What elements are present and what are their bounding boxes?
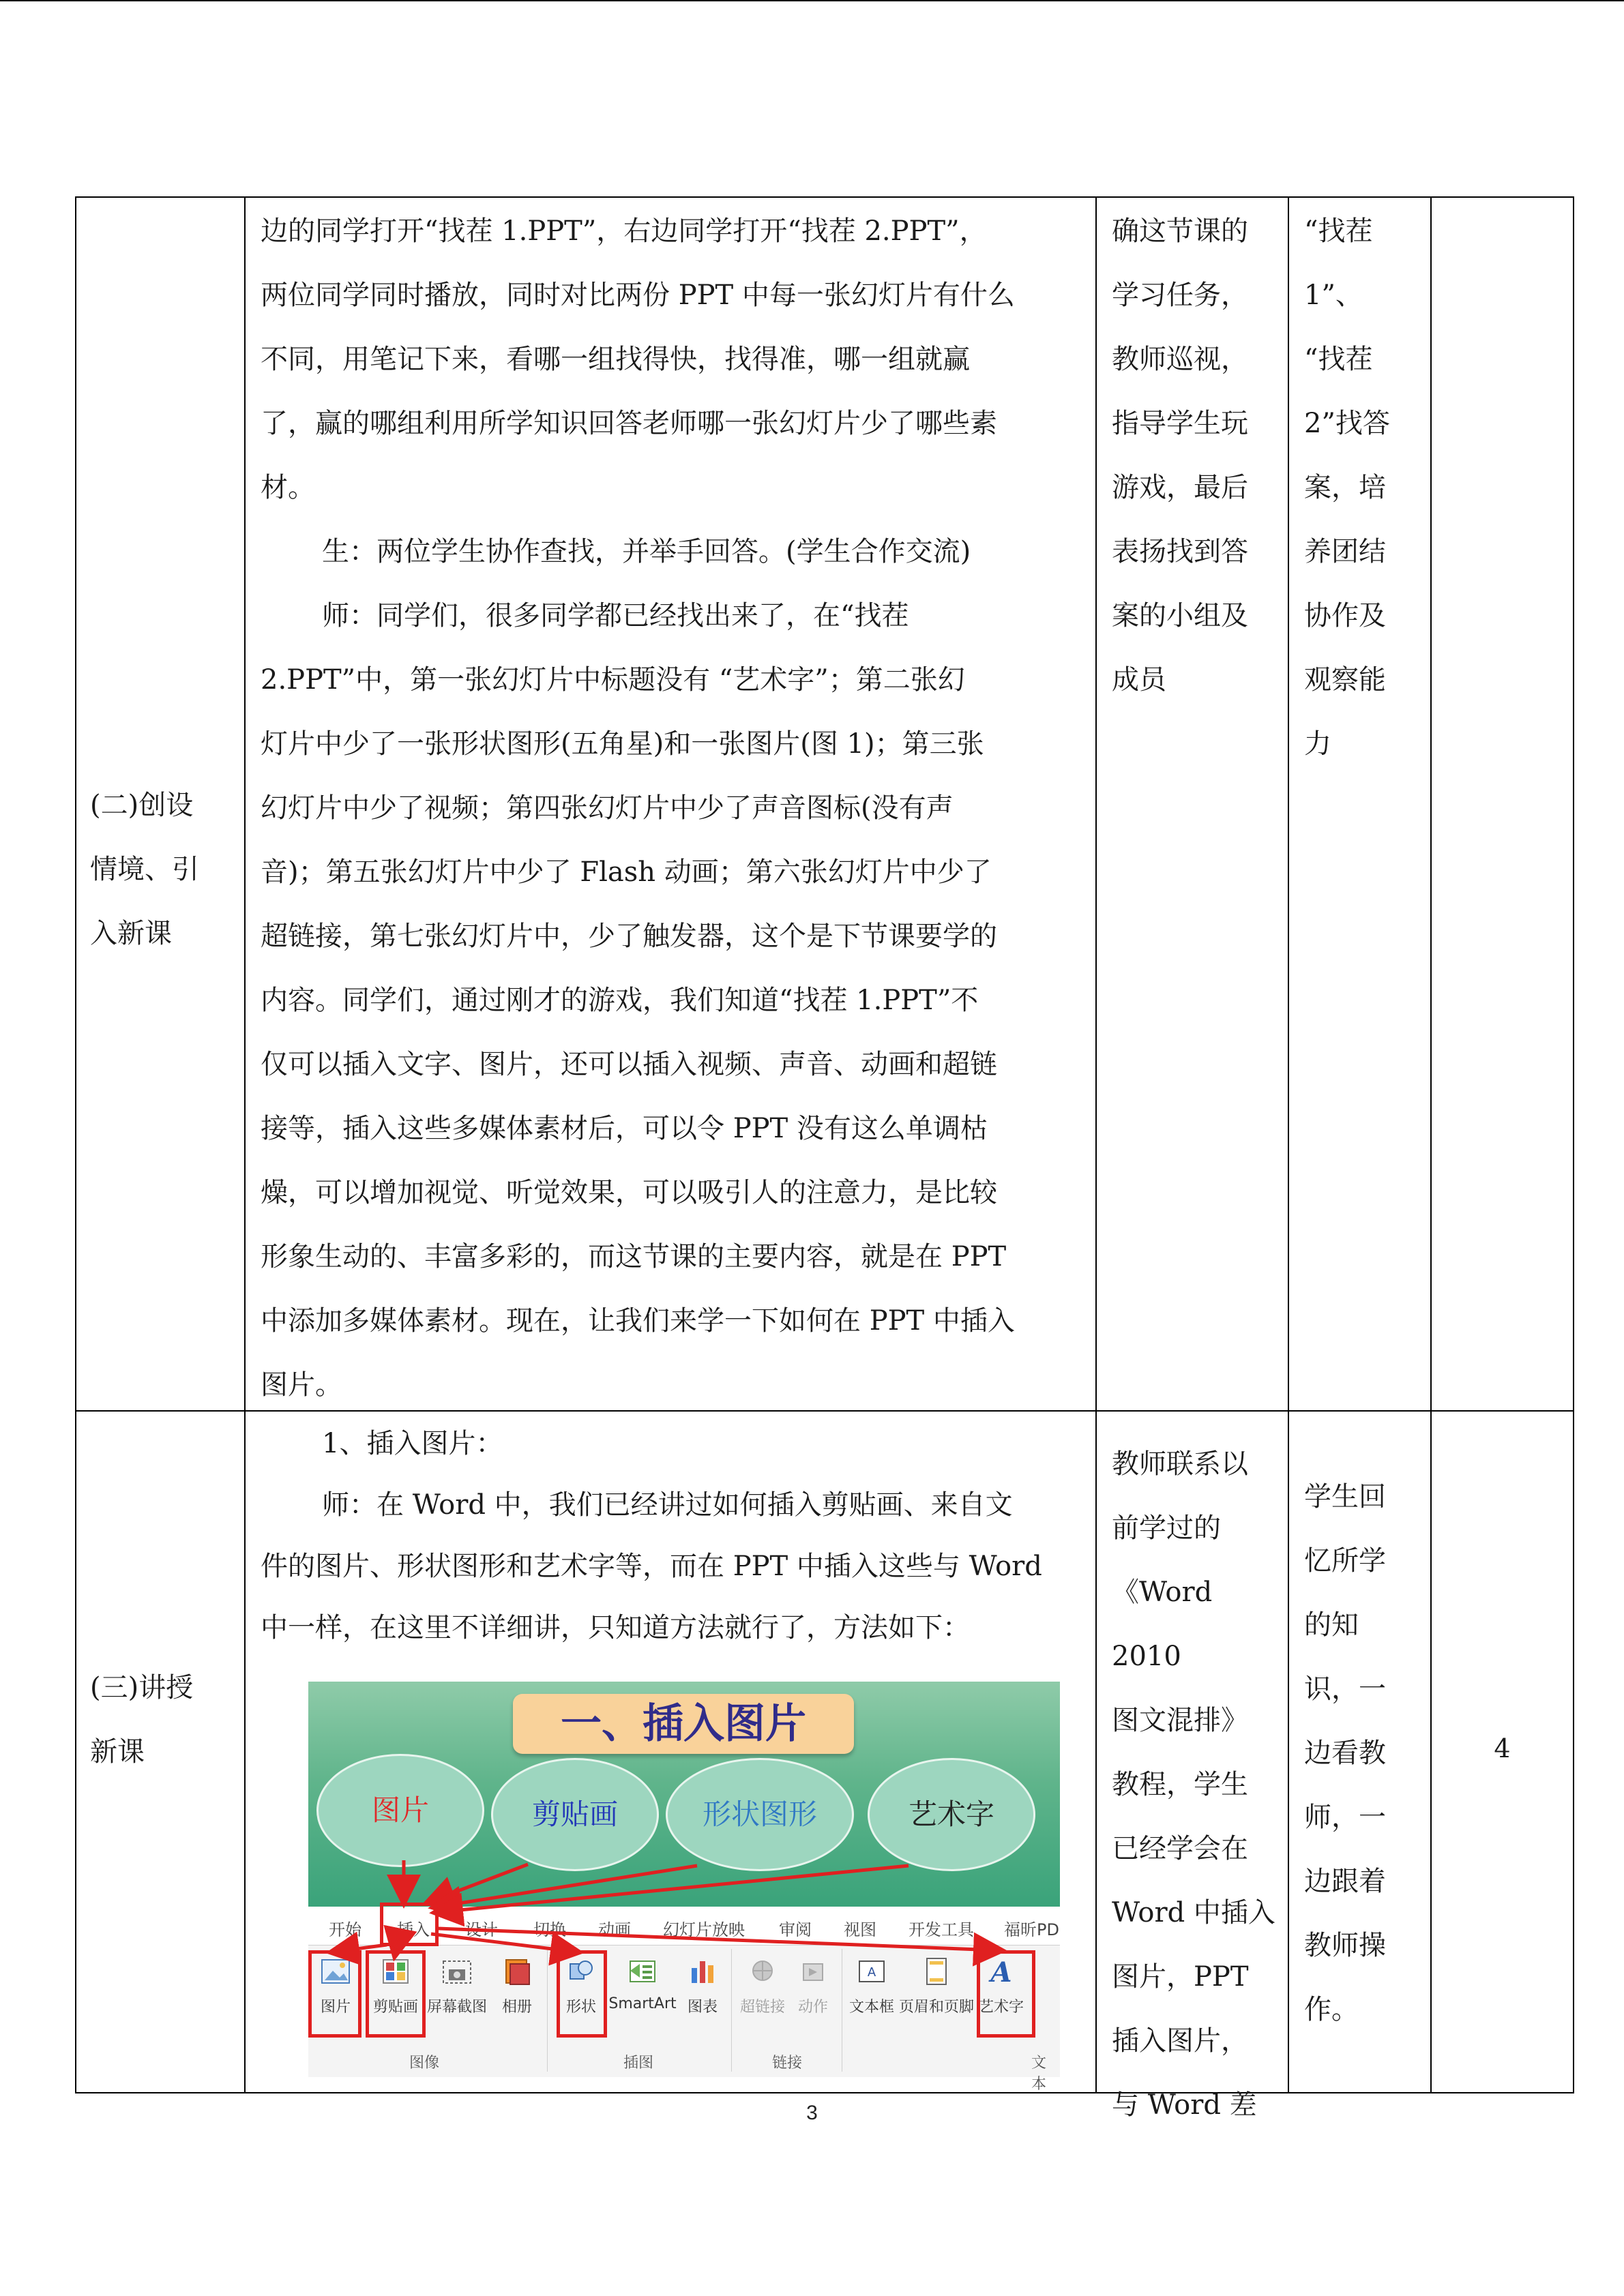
row2-time-cell — [1432, 1733, 1573, 1763]
intent-line: 2”找答 — [1304, 408, 1390, 439]
tab-review[interactable]: 审阅 — [779, 1920, 812, 1939]
intent-line: 忆所学 — [1304, 1545, 1386, 1577]
svg-text:A: A — [867, 1965, 876, 1980]
tool-label: 文本框 — [848, 1999, 894, 2016]
tool-label: 页眉和页脚 — [899, 1999, 975, 2016]
teacher-line: 形象生动的、丰富多彩的，而这节课的主要内容，就是在 PPT — [261, 1241, 1007, 1272]
row2-intent-cell — [1304, 1465, 1427, 2042]
oval-wordart: 艺术字 — [868, 1758, 1035, 1871]
content-line: 边的同学打开“找茬 1.PPT”，右边同学打开“找茬 2.PPT”， — [261, 215, 987, 247]
tab-transitions[interactable]: 切换 — [533, 1920, 566, 1939]
teacher-line: 幻灯片中少了视频；第四张幻灯片中少了声音图标(没有声 — [261, 792, 954, 824]
teacher-line: 音)；第五张幻灯片中少了 Flash 动画；第六张幻灯片中少了 — [261, 856, 992, 888]
activity-line: 教师巡视， — [1112, 344, 1248, 375]
tab-design[interactable]: 设计 — [465, 1920, 498, 1939]
intent-line: 教师操 — [1304, 1930, 1386, 1961]
activity-line: 与 Word 差 — [1112, 2089, 1257, 2121]
content-line: 中一样，在这里不详细讲，只知道方法就行了，方法如下： — [261, 1612, 970, 1643]
tool-label: 艺术字 — [978, 1999, 1024, 2016]
row1-intent-cell — [1304, 199, 1427, 776]
intent-line: 养团结 — [1304, 536, 1386, 567]
slide-title: 一、插入图片 — [513, 1694, 854, 1754]
insert-picture-screenshot — [308, 1682, 1060, 2093]
row1-content-cell — [261, 199, 1089, 1417]
intent-line: “找茬 — [1304, 215, 1373, 247]
stage-line: 入新课 — [90, 918, 172, 949]
row2-teacher-activity-cell — [1112, 1432, 1286, 2137]
activity-line: 表扬找到答 — [1112, 536, 1248, 567]
time-value: 4 — [1494, 1733, 1511, 1763]
teacher-line: 接等，插入这些多媒体素材后，可以令 PPT 没有这么单调枯 — [261, 1113, 988, 1144]
teacher-line: 内容。同学们，通过刚才的游戏，我们知道“找茬 1.PPT”不 — [261, 985, 979, 1016]
tool-label: 相册 — [501, 1999, 532, 2016]
page-number: 3 — [806, 2102, 818, 2124]
intent-line: “找茬 — [1304, 344, 1373, 375]
tab-slideshow[interactable]: 幻灯片放映 — [663, 1920, 745, 1939]
teacher-line: 中添加多媒体素材。现在，让我们来学一下如何在 PPT 中插入 — [261, 1305, 1015, 1337]
intent-line: 1”、 — [1304, 280, 1363, 311]
oval-clipart: 剪贴画 — [491, 1758, 659, 1871]
activity-line: 成员 — [1112, 664, 1166, 696]
oval-shapes: 形状图形 — [666, 1758, 854, 1871]
intent-line: 案，培 — [1304, 472, 1386, 503]
activity-line: 插入图片， — [1112, 2025, 1248, 2057]
intent-line: 观察能 — [1304, 664, 1386, 696]
row2-content-cell — [261, 1413, 1089, 1658]
svg-text:A: A — [990, 1956, 1012, 1988]
tool-label: 形状 — [565, 1999, 596, 2016]
table-col-line-2 — [244, 196, 246, 2093]
intent-line: 的知 — [1304, 1609, 1359, 1641]
teacher-line: 仅可以插入文字、图片，还可以插入视频、声音、动画和超链 — [261, 1049, 997, 1080]
intent-line: 师，一 — [1304, 1802, 1386, 1833]
table-col-line-5 — [1430, 196, 1432, 2093]
tool-label: 剪贴画 — [372, 1999, 418, 2016]
stage-line: (三)讲授 — [90, 1672, 194, 1703]
table-col-line-1 — [75, 196, 76, 2093]
intent-line: 协作及 — [1304, 600, 1386, 631]
teacher-line: 超链接，第七张幻灯片中，少了触发器，这个是下节课要学的 — [261, 921, 997, 952]
tool-label: 图片 — [320, 1999, 351, 2016]
activity-line: 图文混排》 — [1112, 1705, 1248, 1736]
teacher-line: 2.PPT”中，第一张幻灯片中标题没有 “艺术字”；第二张幻 — [261, 664, 965, 696]
row1-stage-cell — [90, 773, 240, 966]
activity-line: 图片，PPT — [1112, 1961, 1249, 1993]
content-line: 了，赢的哪组利用所学知识回答老师哪一张幻灯片少了哪些素 — [261, 408, 997, 439]
tab-developer[interactable]: 开发工具 — [909, 1920, 974, 1939]
table-top-border — [75, 196, 1574, 198]
activity-line: 已经学会在 — [1112, 1833, 1248, 1864]
guide-arrows — [308, 1682, 1060, 2077]
group-label-illustrations: 插图 — [623, 2055, 654, 2072]
tab-insert[interactable]: 插入 — [397, 1920, 430, 1939]
content-line: 材。 — [261, 472, 315, 503]
teacher-line: 师：同学们，很多同学都已经找出来了，在“找茬 — [322, 600, 909, 631]
intent-line: 识，一 — [1304, 1673, 1386, 1705]
intent-line: 力 — [1304, 728, 1331, 760]
row2-stage-cell — [90, 1656, 240, 1784]
teacher-line: 灯片中少了一张形状图形(五角星)和一张图片(图 1)；第三张 — [261, 728, 984, 760]
table-col-line-4 — [1288, 196, 1289, 2093]
tab-foxit[interactable]: 福昕PD — [1004, 1920, 1059, 1939]
teacher-line: 燥，可以增加视觉、听觉效果，可以吸引人的注意力，是比较 — [261, 1177, 997, 1208]
tool-label: 图表 — [687, 1999, 718, 2016]
section-heading: 1、插入图片： — [322, 1428, 503, 1459]
activity-line: 案的小组及 — [1112, 600, 1248, 631]
intent-line: 边看教 — [1304, 1738, 1386, 1769]
activity-line: 确这节课的 — [1112, 215, 1248, 247]
content-line: 师：在 Word 中，我们已经讲过如何插入剪贴画、来自文 — [322, 1489, 1013, 1521]
table-col-line-3 — [1095, 196, 1097, 2093]
tab-animations[interactable]: 动画 — [598, 1920, 631, 1939]
activity-line: 教程，学生 — [1112, 1769, 1248, 1800]
activity-line: 指导学生玩 — [1112, 408, 1248, 439]
tab-view[interactable]: 视图 — [844, 1920, 876, 1939]
activity-line: 游戏，最后 — [1112, 472, 1248, 503]
stage-line: 新课 — [90, 1736, 145, 1768]
content-line: 不同，用笔记下来，看哪一组找得快，找得准，哪一组就赢 — [261, 344, 970, 375]
group-label-image: 图像 — [409, 2055, 440, 2072]
tool-label: 屏幕截图 — [426, 1999, 487, 2016]
tool-label: 动作 — [797, 1999, 828, 2016]
table-col-line-6 — [1573, 196, 1574, 2093]
group-label-text: 文本 — [1031, 2055, 1047, 2093]
activity-line: 教师联系以 — [1112, 1448, 1248, 1480]
tab-home[interactable]: 开始 — [329, 1920, 361, 1939]
content-line: 件的图片、形状图形和艺术字等，而在 PPT 中插入这些与 Word — [261, 1551, 1042, 1582]
tool-label: SmartArt — [608, 1995, 677, 2012]
activity-line: Word 中插入 — [1112, 1897, 1275, 1928]
activity-line: 《Word 2010 — [1112, 1577, 1213, 1672]
tool-label: 超链接 — [739, 1999, 785, 2016]
intent-line: 作。 — [1304, 1994, 1359, 2025]
stage-line: (二)创设 — [90, 790, 194, 821]
stage-line: 情境、引 — [90, 854, 199, 885]
intent-line: 学生回 — [1304, 1481, 1386, 1512]
group-label-links: 链接 — [772, 2055, 803, 2072]
oval-picture: 图片 — [316, 1754, 484, 1867]
table-bottom-border — [75, 2092, 1574, 2093]
student-response: 生：两位学生协作查找，并举手回答。(学生合作交流) — [322, 536, 971, 567]
activity-line: 学习任务， — [1112, 280, 1248, 311]
activity-line: 前学过的 — [1112, 1512, 1221, 1544]
row1-teacher-activity-cell — [1112, 199, 1286, 712]
intent-line: 边跟着 — [1304, 1866, 1386, 1897]
content-line: 两位同学同时播放，同时对比两份 PPT 中每一张幻灯片有什么 — [261, 280, 1015, 311]
teacher-line: 图片。 — [261, 1369, 342, 1401]
page-top-edge — [0, 0, 1624, 1]
